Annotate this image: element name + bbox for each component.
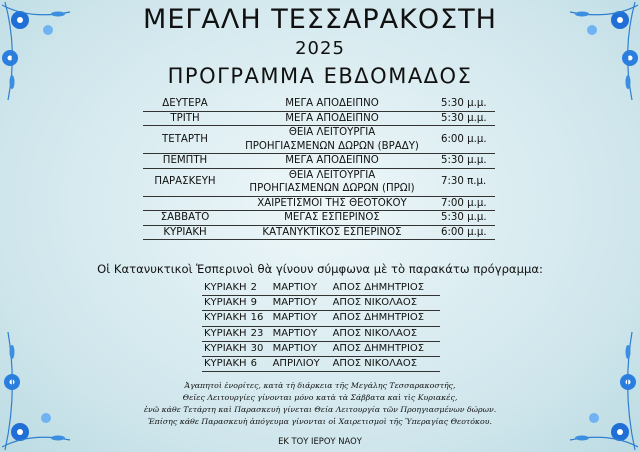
vespers-date: 9 xyxy=(249,296,271,311)
schedule-row xyxy=(143,225,495,240)
schedule-day: ΔΕΥΤΕΡΑ xyxy=(143,97,227,111)
service-line: ΠΡΟΗΓΙΑΣΜΕΝΩΝ ΔΩΡΩΝ (ΠΡΩΙ) xyxy=(249,183,415,194)
schedule-row xyxy=(143,97,495,111)
vespers-row xyxy=(202,341,440,356)
schedule-day: ΚΥΡΙΑΚΗ xyxy=(143,225,227,240)
schedule-time: 6:00 μ.μ. xyxy=(437,126,495,154)
schedule-day: ΠΕΜΠΤΗ xyxy=(143,154,227,169)
vespers-schedule-table xyxy=(202,281,440,372)
vespers-month: ΜΑΡΤΙΟΥ xyxy=(271,311,331,326)
vespers-day: ΚΥΡΙΑΚΗ xyxy=(202,281,249,296)
service-line: ΘΕΙΑ ΛΕΙΤΟΥΡΓΙΑ xyxy=(288,169,376,181)
vespers-row xyxy=(202,296,440,311)
service-line: ΘΕΙΑ ΛΕΙΤΟΥΡΓΙΑ xyxy=(288,127,376,138)
schedule-row xyxy=(143,154,495,169)
schedule-row xyxy=(143,196,495,211)
schedule-day: ΣΑΒΒΑΤΟ xyxy=(143,211,227,226)
schedule-row xyxy=(143,211,495,226)
service-line: ΜΕΓΑ ΑΠΟΔΕΙΠΝΟ xyxy=(285,155,379,166)
vespers-day: ΚΥΡΙΑΚΗ xyxy=(202,326,249,341)
schedule-service xyxy=(227,126,437,154)
vespers-parish: ΑΠΟΣ ΔΗΜΗΤΡΙΟΣ xyxy=(331,311,440,326)
vespers-parish: ΑΠΟΣ ΔΗΜΗΤΡΙΟΣ xyxy=(331,281,440,296)
footer-note-line: Ἐπίσης κάθε Παρασκευὴ ἀπόγευμα γίνονται οἱ Χαιρετισμοὶ τῆς Ὑπεραγίας Θεοτόκου. xyxy=(148,417,492,426)
vespers-date: 2 xyxy=(249,281,271,296)
schedule-service xyxy=(227,211,437,226)
vespers-date: 16 xyxy=(249,311,271,326)
vespers-month: ΜΑΡΤΙΟΥ xyxy=(271,326,331,341)
vespers-date: 6 xyxy=(249,357,271,372)
vespers-month: ΜΑΡΤΙΟΥ xyxy=(271,341,331,356)
schedule-row xyxy=(143,126,495,154)
vespers-row xyxy=(202,357,440,372)
weekly-schedule-table xyxy=(143,97,495,240)
vespers-row xyxy=(202,281,440,296)
vespers-parish: ΑΠΟΣ ΝΙΚΟΛΑΟΣ xyxy=(331,296,440,311)
vespers-parish: ΑΠΟΣ ΝΙΚΟΛΑΟΣ xyxy=(331,326,440,341)
vespers-month: ΜΑΡΤΙΟΥ xyxy=(271,281,331,296)
vespers-row xyxy=(202,311,440,326)
vespers-day: ΚΥΡΙΑΚΗ xyxy=(202,311,249,326)
service-line: ΠΡΟΗΓΙΑΣΜΕΝΩΝ ΔΩΡΩΝ (ΒΡΑΔΥ) xyxy=(245,140,419,152)
schedule-day xyxy=(143,196,227,211)
vespers-parish: ΑΠΟΣ ΔΗΜΗΤΡΙΟΣ xyxy=(331,341,440,356)
vespers-day: ΚΥΡΙΑΚΗ xyxy=(202,341,249,356)
vespers-intro-text: Οἱ Κατανυκτικοὶ Ἑσπερινοὶ θὰ γίνουν σύμφωνα μὲ τὸ παρακάτω πρόγραμμα: xyxy=(97,262,543,276)
schedule-service xyxy=(227,154,437,169)
service-line: ΜΕΓΑΣ ΕΣΠΕΡΙΝΟΣ xyxy=(284,212,380,223)
schedule-service xyxy=(227,196,437,211)
service-line: ΜΕΓΑ ΑΠΟΔΕΙΠΝΟ xyxy=(285,98,379,109)
vespers-date: 23 xyxy=(249,326,271,341)
vespers-day: ΚΥΡΙΑΚΗ xyxy=(202,357,249,372)
schedule-time: 5:30 μ.μ. xyxy=(437,111,495,126)
schedule-day: ΤΕΤΑΡΤΗ xyxy=(143,126,227,154)
schedule-time: 5:30 μ.μ. xyxy=(437,97,495,111)
schedule-service xyxy=(227,111,437,126)
vespers-month: ΑΠΡΙΛΙΟΥ xyxy=(271,357,331,372)
schedule-day: ΠΑΡΑΣΚΕΥΗ xyxy=(143,168,227,196)
vespers-month: ΜΑΡΤΙΟΥ xyxy=(271,296,331,311)
schedule-time: 5:30 μ.μ. xyxy=(437,211,495,226)
vespers-parish: ΑΠΟΣ ΝΙΚΟΛΑΟΣ xyxy=(331,357,440,372)
service-line: ΜΕΓΑ ΑΠΟΔΕΙΠΝΟ xyxy=(285,112,379,124)
vespers-date: 30 xyxy=(249,341,271,356)
vespers-day: ΚΥΡΙΑΚΗ xyxy=(202,296,249,311)
service-line: ΚΑΤΑΝΥΚΤΙΚΟΣ ΕΣΠΕΡΙΝΟΣ xyxy=(262,226,402,238)
page-subtitle: ΠΡΟΓΡΑΜΜΑ ΕΒΔΟΜΑΔΟΣ xyxy=(167,64,473,88)
schedule-time: 7:00 μ.μ. xyxy=(437,196,495,211)
vespers-row xyxy=(202,326,440,341)
schedule-service xyxy=(227,225,437,240)
footer-note-line: Ἀγαπητοὶ ἐνορίτες, κατὰ τὴ διάρκεια τῆς Μεγάλης Τεσσαρακοστῆς, xyxy=(184,381,456,390)
service-line: ΧΑΙΡΕΤΙΣΜΟΙ ΤΗΣ ΘΕΟΤΟΚΟΥ xyxy=(257,197,407,209)
schedule-service xyxy=(227,168,437,196)
schedule-row xyxy=(143,168,495,196)
schedule-time: 7:30 π.μ. xyxy=(437,168,495,196)
schedule-day: ΤΡΙΤΗ xyxy=(143,111,227,126)
schedule-time: 5:30 μ.μ. xyxy=(437,154,495,169)
year-heading: 2025 xyxy=(295,38,345,59)
page-title: ΜΕΓΑΛΗ ΤΕΣΣΑΡΑΚΟΣΤΗ xyxy=(143,4,497,35)
schedule-time: 6:00 μ.μ. xyxy=(437,225,495,240)
signature: ΕΚ ΤΟΥ ΙΕΡΟΥ ΝΑΟΥ xyxy=(278,436,362,446)
footer-note-line: Θεῖες Λειτουργίες γίνονται μόνο κατὰ τὰ Σάββατα καὶ τὶς Κυριακές, xyxy=(182,393,458,402)
schedule-row xyxy=(143,111,495,126)
footer-note-line: ἐνῶ κάθε Τετάρτη καὶ Παρασκευὴ γίνεται Θεία Λειτουργία τῶν Προηγιασμένων δώρων. xyxy=(143,405,497,414)
schedule-service xyxy=(227,97,437,111)
